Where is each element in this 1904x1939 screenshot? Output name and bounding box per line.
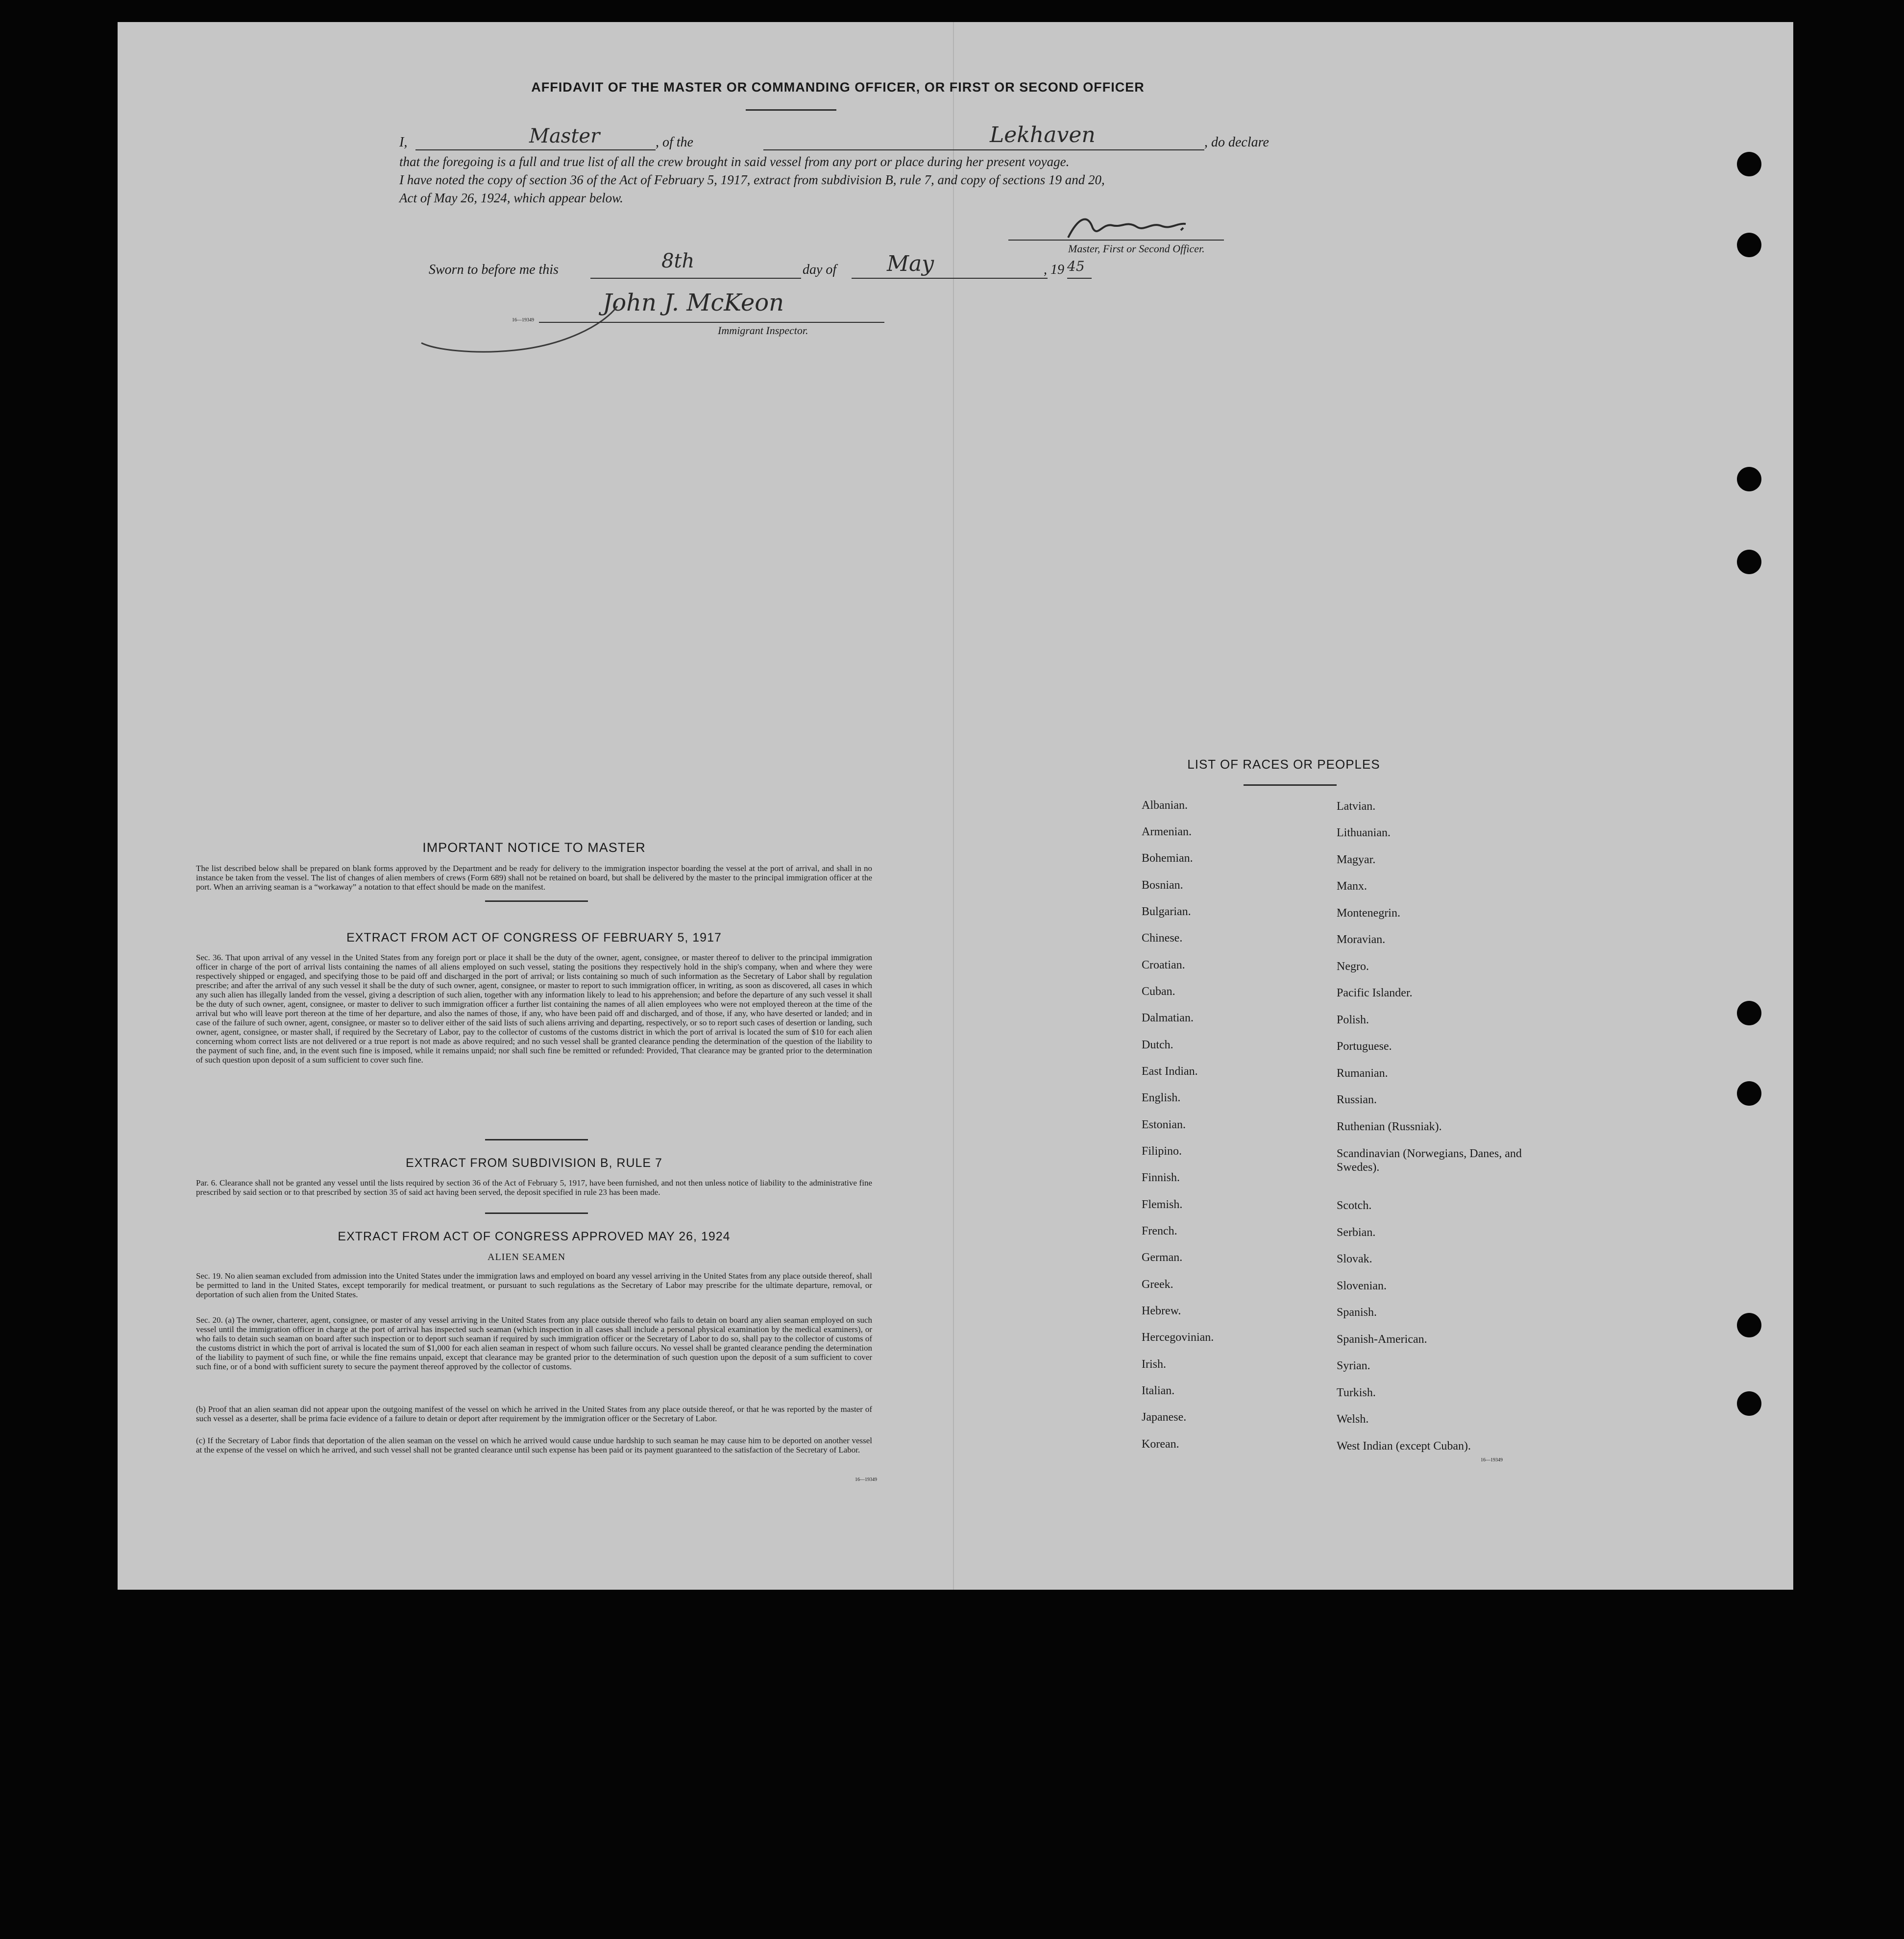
race-item: Montenegrin. [1337,907,1400,920]
officer-caption: Master, First or Second Officer. [1068,242,1205,255]
race-item: English. [1142,1091,1181,1104]
affidavit-title: AFFIDAVIT OF THE MASTER OR COMMANDING OFFICER, OR FIRST OR SECOND OFFICER [531,80,1145,95]
race-item: Magyar. [1337,853,1376,866]
binder-hole [1737,1391,1761,1416]
page-fold [953,22,954,1590]
binder-hole [1737,1001,1761,1025]
race-item: Cuban. [1142,985,1175,998]
race-item: Scotch. [1337,1199,1372,1212]
race-item: German. [1142,1251,1183,1264]
race-item: Russian. [1337,1093,1377,1106]
extract-1917-title: EXTRACT FROM ACT OF CONGRESS OF FEBRUARY 5, 1917 [346,931,722,945]
extract-rule7-title: EXTRACT FROM SUBDIVISION B, RULE 7 [406,1156,662,1170]
race-item: Armenian. [1142,825,1192,838]
notice-body: The list described below shall be prepared on blank forms approved by the Department and be ready for delivery to the immigration inspector boarding the vessel at the port of arrival, and shall in no instance be taken from the vessel. The list of changes of alien members of crews (Form 689) shall not be retained on board, but shall be delivered by the master to the principal immigration officer at the port. When an arriving seaman is a “workaway” a notation to that effect should be made on the manifest. [196,864,872,892]
race-item: Scandinavian (Norwegians, Danes, and Swedes). [1337,1147,1522,1174]
sworn-year-line [1067,278,1092,279]
officer-title: Master [529,125,600,147]
race-item: Latvian. [1337,800,1376,813]
race-item: Bohemian. [1142,852,1193,865]
declaration-line-3: I have noted the copy of section 36 of the Act of February 5, 1917, extract from subdivision B, rule 7, and copy of sections 19 and 20, [399,172,1105,187]
races-title: LIST OF RACES OR PEOPLES [1187,757,1380,772]
sworn-prefix: Sworn to before me this [429,262,559,277]
declaration-mid: , of the [656,135,693,150]
race-item: Irish. [1142,1358,1166,1371]
race-item: Dutch. [1142,1039,1173,1051]
vessel-name-line [763,149,1204,150]
extract-1924-sec20b: (b) Proof that an alien seaman did not appear upon the outgoing manifest of the vessel on which he arrived in the United States from any place outside thereof, or that he was reported by the master of such vessel as a deserter, shall be prima facie evidence of a failure to detain or deport after requirement by the immigration officer or the Secretary of Labor. [196,1405,872,1423]
declaration-line-2: that the foregoing is a full and true list of all the crew brought in said vessel from any port or place during her present voyage. [399,154,1070,169]
race-item: Slovenian. [1337,1280,1387,1292]
race-item: Manx. [1337,880,1367,893]
race-item: Italian. [1142,1384,1175,1397]
vessel-name: Lekhaven [990,122,1096,147]
extract-1924-subtitle: ALIEN SEAMEN [488,1252,566,1262]
race-item: Albanian. [1142,799,1188,812]
races-form-number: 16—19349 [1481,1457,1503,1463]
race-item: Negro. [1337,960,1369,973]
sworn-year-prefix: , 19 [1044,262,1064,277]
race-item: Slovak. [1337,1253,1372,1265]
race-item: Croatian. [1142,959,1185,971]
inspector-caption: Immigrant Inspector. [718,324,808,337]
notice-divider [485,900,588,902]
binder-hole [1737,550,1761,574]
race-item: Korean. [1142,1438,1179,1451]
sworn-month: May [887,251,934,276]
document-page [118,22,1793,1590]
race-item: Bulgarian. [1142,905,1191,918]
officer-signature [1058,208,1215,247]
race-item: French. [1142,1225,1177,1237]
race-item: Syrian. [1337,1359,1370,1372]
race-item: East Indian. [1142,1065,1198,1078]
extract-1917-body: Sec. 36. That upon arrival of any vessel in the United States from any foreign port or place it shall be the duty of the owner, agent, consignee, or master thereof to deliver to the principal immigration officer in charge of the port of arrival lists containing the names of all aliens employed on such vessel, stating the positions they respectively hold in the ship's company, when and where they were respectively shipped or engaged, and specifying those to be paid off and discharged in the port of arrival; or lists containing so much of such information as the Secretary of Labor shall by regulation prescribe; and after the arrival of any such vessel it shall be the duty of such owner, agent, consignee, or master to report to such immigration officer, in writing, as soon as discovered, all cases in which any such alien has illegally landed from the vessel, giving a description of such alien, together with any information likely to lead to his apprehension; and before the departure of any such vessel it shall be the duty of such owner, agent, consignee, or master to deliver to such immigration officer a further list containing the names of all alien employees who were not employed thereon at the time of the arrival but who will leave port thereon at the time of her departure, and also the names of those, if any, who have been paid off and discharged, and of those, if any, who have deserted or landed; and in case of the failure of such owner, agent, consignee, or master so to deliver either of the said lists of such aliens arriving and departing, respectively, or so to report such cases of desertion or landing, such owner, agent, consignee, or master shall, if required by the Secretary of Labor, pay to the collector of customs of the customs district in which the port of arrival is located the sum of $10 for each alien concerning whom correct lists are not delivered or a true report is not made as above required; and no such vessel shall be granted clearance pending the determination of the question of the liability to the payment of such fine, and, in the event such fine is imposed, while it remains unpaid; nor shall such fine be remitted or refunded: Provided, That clearance may be granted prior to the determination of such question upon deposit of a sum sufficient to cover such fine. [196,953,872,1065]
race-item: West Indian (except Cuban). [1337,1440,1471,1453]
extract-1924-sec20c: (c) If the Secretary of Labor finds that deportation of the alien seaman on the vessel on which he arrived would cause undue hardship to such seaman he may cause him to be deported on another vessel at the expense of the vessel on which he arrived, and such vessel shall not be granted clearance until such expense has been paid or its payment guaranteed to the satisfaction of the Secretary of Labor. [196,1436,872,1454]
extract-form-number: 16—19349 [855,1477,877,1482]
race-item: Lithuanian. [1337,826,1391,839]
extract-1924-sec19: Sec. 19. No alien seaman excluded from admission into the United States under the immigration laws and employed on board any vessel arriving in the United States from any place outside thereof, shall be permitted to land in the United States, except temporarily for medical treatment, or pursuant to such regulations as the Secretary of Labor may prescribe for the ultimate departure, removal, or deportation of such alien from the United States. [196,1271,872,1299]
race-item: Ruthenian (Russniak). [1337,1120,1442,1133]
extract-1924-sec20a: Sec. 20. (a) The owner, charterer, agent, consignee, or master of any vessel arriving in the United States from any place outside thereof who fails to detain on board any alien seaman employed on such vessel until the immigration officer in charge at the port of arrival has inspected such seaman (which inspection in all cases shall include a personal physical examination by the medical examiners), or who fails to detain such seaman on board after such inspection or to deport such seaman if required by such immigration officer or the Secretary of Labor to do so, shall pay to the collector of customs of the customs district in which the port of arrival is located the sum of $1,000 for each alien seaman in respect of whom such failure occurs. No vessel shall be granted clearance pending the determination of the liability to payment of such fine, or while the fine remains unpaid, except that clearance may be granted prior to the determination of such question upon the deposit of a sum sufficient to cover such fine, or of a bond with sufficient surety to secure the payment thereof approved by the collector of customs. [196,1315,872,1371]
extract-1924-title: EXTRACT FROM ACT OF CONGRESS APPROVED MAY 26, 1924 [338,1230,731,1243]
race-item: Spanish. [1337,1306,1377,1319]
race-item: Pacific Islander. [1337,987,1413,999]
race-item: Serbian. [1337,1226,1376,1239]
declaration-prefix: I, [399,135,408,150]
race-item: Portuguese. [1337,1040,1392,1053]
notice-title: IMPORTANT NOTICE TO MASTER [422,840,646,855]
extract-1917-divider [485,1139,588,1140]
declaration-end: , do declare [1204,135,1269,150]
binder-hole [1737,233,1761,257]
sworn-mid: day of [803,262,837,277]
title-underline [746,109,836,111]
race-item: Estonian. [1142,1118,1186,1131]
race-item: Polish. [1337,1014,1369,1026]
race-item: Greek. [1142,1278,1173,1291]
inspector-signature: John J. McKeon [603,289,784,316]
race-item: Dalmatian. [1142,1012,1194,1024]
sworn-day: 8th [661,250,695,272]
race-item: Moravian. [1337,933,1386,946]
race-item: Turkish. [1337,1386,1376,1399]
race-item: Rumanian. [1337,1067,1388,1080]
sworn-year: 45 [1067,258,1085,274]
race-item: Welsh. [1337,1413,1369,1426]
race-item: Japanese. [1142,1411,1187,1424]
binder-hole [1737,1313,1761,1337]
binder-hole [1737,1081,1761,1106]
affidavit-form-number: 16—19349 [512,317,534,323]
race-item: Hebrew. [1142,1305,1181,1317]
inspector-signature-flourish [416,296,622,360]
race-item: Finnish. [1142,1171,1180,1184]
races-divider [1244,784,1337,786]
race-item: Flemish. [1142,1198,1183,1211]
race-item: Bosnian. [1142,879,1183,892]
inspector-line [539,322,884,323]
race-item: Filipino. [1142,1145,1182,1158]
race-item: Chinese. [1142,932,1183,945]
sworn-day-line [590,278,801,279]
officer-signature-line [1008,240,1224,241]
binder-hole [1737,152,1761,176]
binder-hole [1737,467,1761,491]
sworn-month-line [852,278,1048,279]
race-item: Spanish-American. [1337,1333,1427,1346]
extract-rule7-body: Par. 6. Clearance shall not be granted any vessel until the lists required by section 36 of the Act of February 5, 1917, have been furnished, and not then unless notice of liability to the administrative fine prescribed by said section or to that prescribed by section 35 of said act having been served, the deposit specified in rule 23 has been made. [196,1178,872,1197]
declaration-line-4: Act of May 26, 1924, which appear below. [399,191,623,205]
officer-title-line [415,149,656,150]
extract-rule7-divider [485,1212,588,1214]
race-item: Hercegovinian. [1142,1331,1214,1344]
